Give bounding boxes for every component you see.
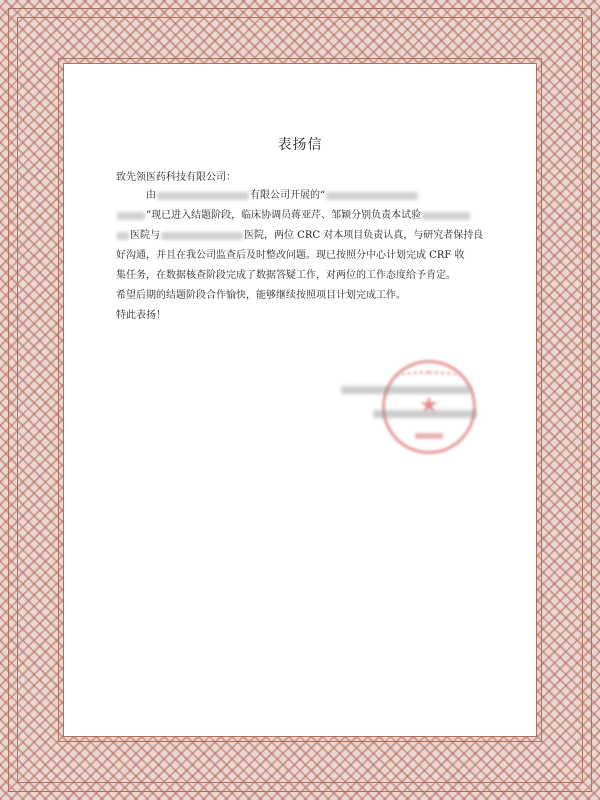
star-icon: ★ xyxy=(419,393,439,418)
body-line-2 xyxy=(116,210,471,222)
body-line-1 xyxy=(146,190,419,202)
redacted-text xyxy=(117,232,129,240)
redacted-text xyxy=(157,192,249,200)
redacted-text xyxy=(117,212,145,220)
letter-title: 表扬信 xyxy=(277,137,323,153)
redacted-text xyxy=(161,232,243,240)
body-line-5: 集任务，在数据核查阶段完成了数据答疑工作，对两位的工作态度给予肯定。 xyxy=(116,270,456,281)
signature-block xyxy=(329,386,489,418)
body-text-1c: ”现已进入结题阶段，临床协调员蒋亚芹、邹颖分别负责本试验 xyxy=(146,210,422,221)
redacted-date xyxy=(373,410,477,418)
letter-greeting: 致先领医药科技有限公司： xyxy=(116,172,236,183)
seal-bottom-text xyxy=(415,433,443,439)
body-line-3 xyxy=(116,230,483,242)
body-text-2b: 医院，两位 CRC 对本项目负责认真，与研究者保持良 xyxy=(244,230,484,241)
body-line-4: 好沟通，并且在我公司监查后及时整改问题。现已按照分中心计划完成 CRF 收 xyxy=(116,250,465,261)
body-text-1a: 由 xyxy=(146,190,156,201)
body-text-1b: 有限公司开展的“ xyxy=(250,190,326,201)
letter-paper xyxy=(64,64,536,736)
body-line-7: 特此表扬！ xyxy=(116,310,166,321)
redacted-text xyxy=(326,192,418,200)
body-line-6: 希望后期的结题阶段合作愉快，能够继续按照项目计划完成工作。 xyxy=(116,290,406,301)
seal-arc xyxy=(395,371,463,384)
redacted-company-name xyxy=(341,386,471,394)
body-text-2a: 医院与 xyxy=(130,230,160,241)
redacted-text xyxy=(422,212,470,220)
